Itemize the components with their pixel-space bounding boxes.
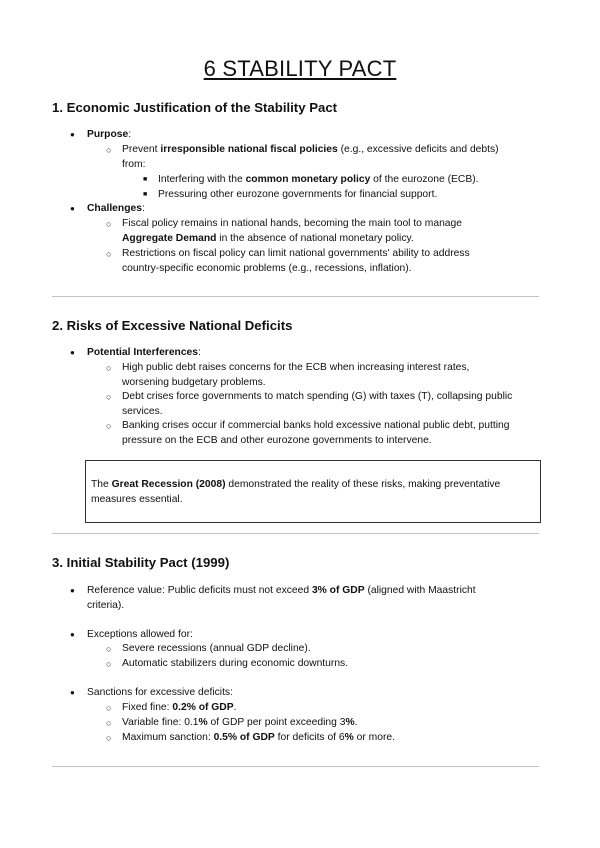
- banking-line1: Banking crises occur if commercial banks hold excessive national public debt, putting: [122, 420, 510, 431]
- maximum-mid: for deficits of 6: [274, 732, 345, 743]
- interfering-bold: common monetary policy: [245, 174, 371, 185]
- variable-mid: of GDP per point exceeding 3: [207, 717, 346, 728]
- maximum-bold2: %: [344, 732, 354, 743]
- banking-item: [122, 419, 540, 448]
- fixed-pre: Fixed fine:: [122, 702, 173, 713]
- reference-line2: criteria).: [87, 599, 125, 611]
- crises-item: [122, 390, 540, 419]
- divider: [52, 296, 539, 297]
- reference-item: [87, 584, 537, 613]
- bullet-level1: ●: [70, 586, 75, 595]
- fiscal-line1: Fiscal policy remains in national hands, becoming the main tool to manage: [122, 218, 462, 229]
- bullet-level1: ●: [70, 348, 75, 357]
- bullet-level2: ○: [106, 733, 112, 743]
- exceptions-item: Exceptions allowed for:: [87, 629, 193, 640]
- debt-line2: worsening budgetary problems.: [122, 376, 266, 388]
- interfering-post: of the eurozone (ECB).: [370, 174, 479, 185]
- purpose-colon: :: [128, 129, 132, 140]
- bullet-level2: ○: [106, 718, 112, 728]
- bullet-level2: ○: [106, 703, 112, 713]
- bullet-level2: ○: [106, 249, 112, 259]
- pressuring-item: Pressuring other eurozone governments for financial support.: [158, 189, 438, 200]
- challenges-label: Challenges: [87, 203, 142, 214]
- section-1-heading: 1. Economic Justification of the Stability Pact: [52, 100, 338, 115]
- banking-line2: pressure on the ECB and other eurozone governments to intervene.: [122, 434, 432, 446]
- bullet-level2: ○: [106, 644, 112, 654]
- variable-bold2: %: [345, 717, 355, 728]
- callout-line2: measures essential.: [91, 493, 183, 505]
- variable-bold1: %: [198, 717, 208, 728]
- divider: [52, 533, 539, 534]
- callout-text: [91, 478, 535, 507]
- crises-line2: services.: [122, 405, 163, 417]
- restrictions-item: [122, 247, 540, 276]
- variable-post: .: [354, 717, 358, 728]
- callout-post: demonstrated the reality of these risks, making preventative: [225, 479, 501, 490]
- fixed-fine-item: [122, 701, 540, 716]
- challenges-item: [87, 202, 537, 217]
- maximum-bold: 0.5% of GDP: [213, 732, 275, 743]
- fiscal-post: in the absence of national monetary policy.: [216, 232, 414, 244]
- bullet-level2: ○: [106, 392, 112, 402]
- section-2-heading: 2. Risks of Excessive National Deficits: [52, 318, 293, 333]
- purpose-label: Purpose: [87, 129, 129, 140]
- bullet-level2: ○: [106, 421, 112, 431]
- interferences-label: Potential Interferences: [87, 347, 199, 358]
- bullet-level2: ○: [106, 659, 112, 669]
- crises-line1: Debt crises force governments to match spending (G) with taxes (T), collapsing public: [122, 391, 513, 402]
- debt-item: [122, 361, 540, 390]
- restrictions-line1: Restrictions on fiscal policy can limit national governments' ability to address: [122, 248, 470, 259]
- prevent-bold: irresponsible national fiscal policies: [160, 144, 338, 155]
- sanctions-item: Sanctions for excessive deficits:: [87, 687, 233, 698]
- interferences-colon: :: [198, 347, 201, 358]
- reference-bold: 3% of GDP: [311, 585, 365, 596]
- prevent-post: (e.g., excessive deficits and debts): [337, 144, 499, 155]
- reference-pre: Reference value: Public deficits must not exceed: [87, 585, 312, 596]
- variable-fine-item: [122, 716, 540, 731]
- severe-item: Severe recessions (annual GDP decline).: [122, 643, 311, 654]
- page-title: 6 STABILITY PACT: [203, 56, 397, 81]
- fiscal-item: [122, 217, 540, 246]
- reference-post: (aligned with Maastricht: [364, 585, 476, 596]
- interferences-item: [87, 346, 537, 361]
- bullet-level1: ●: [70, 130, 75, 139]
- bullet-level1: ●: [70, 204, 75, 213]
- section-3-heading: 3. Initial Stability Pact (1999): [52, 555, 230, 570]
- divider: [52, 766, 539, 767]
- fixed-bold: 0.2% of GDP: [172, 702, 234, 713]
- fixed-post: .: [233, 702, 237, 713]
- callout-bold: Great Recession (2008): [111, 479, 226, 490]
- variable-pre: Variable fine: 0.1: [122, 717, 199, 728]
- callout-pre: The: [91, 479, 112, 490]
- maximum-sanction-item: [122, 731, 540, 746]
- restrictions-line2: country-specific economic problems (e.g., recessions, inflation).: [122, 262, 412, 274]
- prevent-item: [122, 143, 540, 172]
- purpose-item: [87, 128, 537, 143]
- bullet-level1: ●: [70, 630, 75, 639]
- bullet-level3: ■: [143, 176, 148, 183]
- callout-box: [85, 460, 541, 523]
- prevent-text: Prevent: [122, 144, 161, 155]
- prevent-cont: from:: [122, 158, 146, 170]
- bullet-level2: ○: [106, 145, 112, 155]
- bullet-level1: ●: [70, 688, 75, 697]
- automatic-item: Automatic stabilizers during economic downturns.: [122, 658, 349, 669]
- debt-line1: High public debt raises concerns for the ECB when increasing interest rates,: [122, 362, 470, 373]
- challenges-colon: :: [141, 203, 145, 214]
- interfering-text: Interfering with the: [158, 174, 246, 185]
- maximum-pre: Maximum sanction:: [122, 732, 214, 743]
- bullet-level3: ■: [143, 191, 148, 198]
- fiscal-bold: Aggregate Demand: [122, 232, 217, 244]
- bullet-level2: ○: [106, 363, 112, 373]
- maximum-post: or more.: [353, 732, 395, 743]
- bullet-level2: ○: [106, 219, 112, 229]
- interfering-item: [158, 173, 538, 188]
